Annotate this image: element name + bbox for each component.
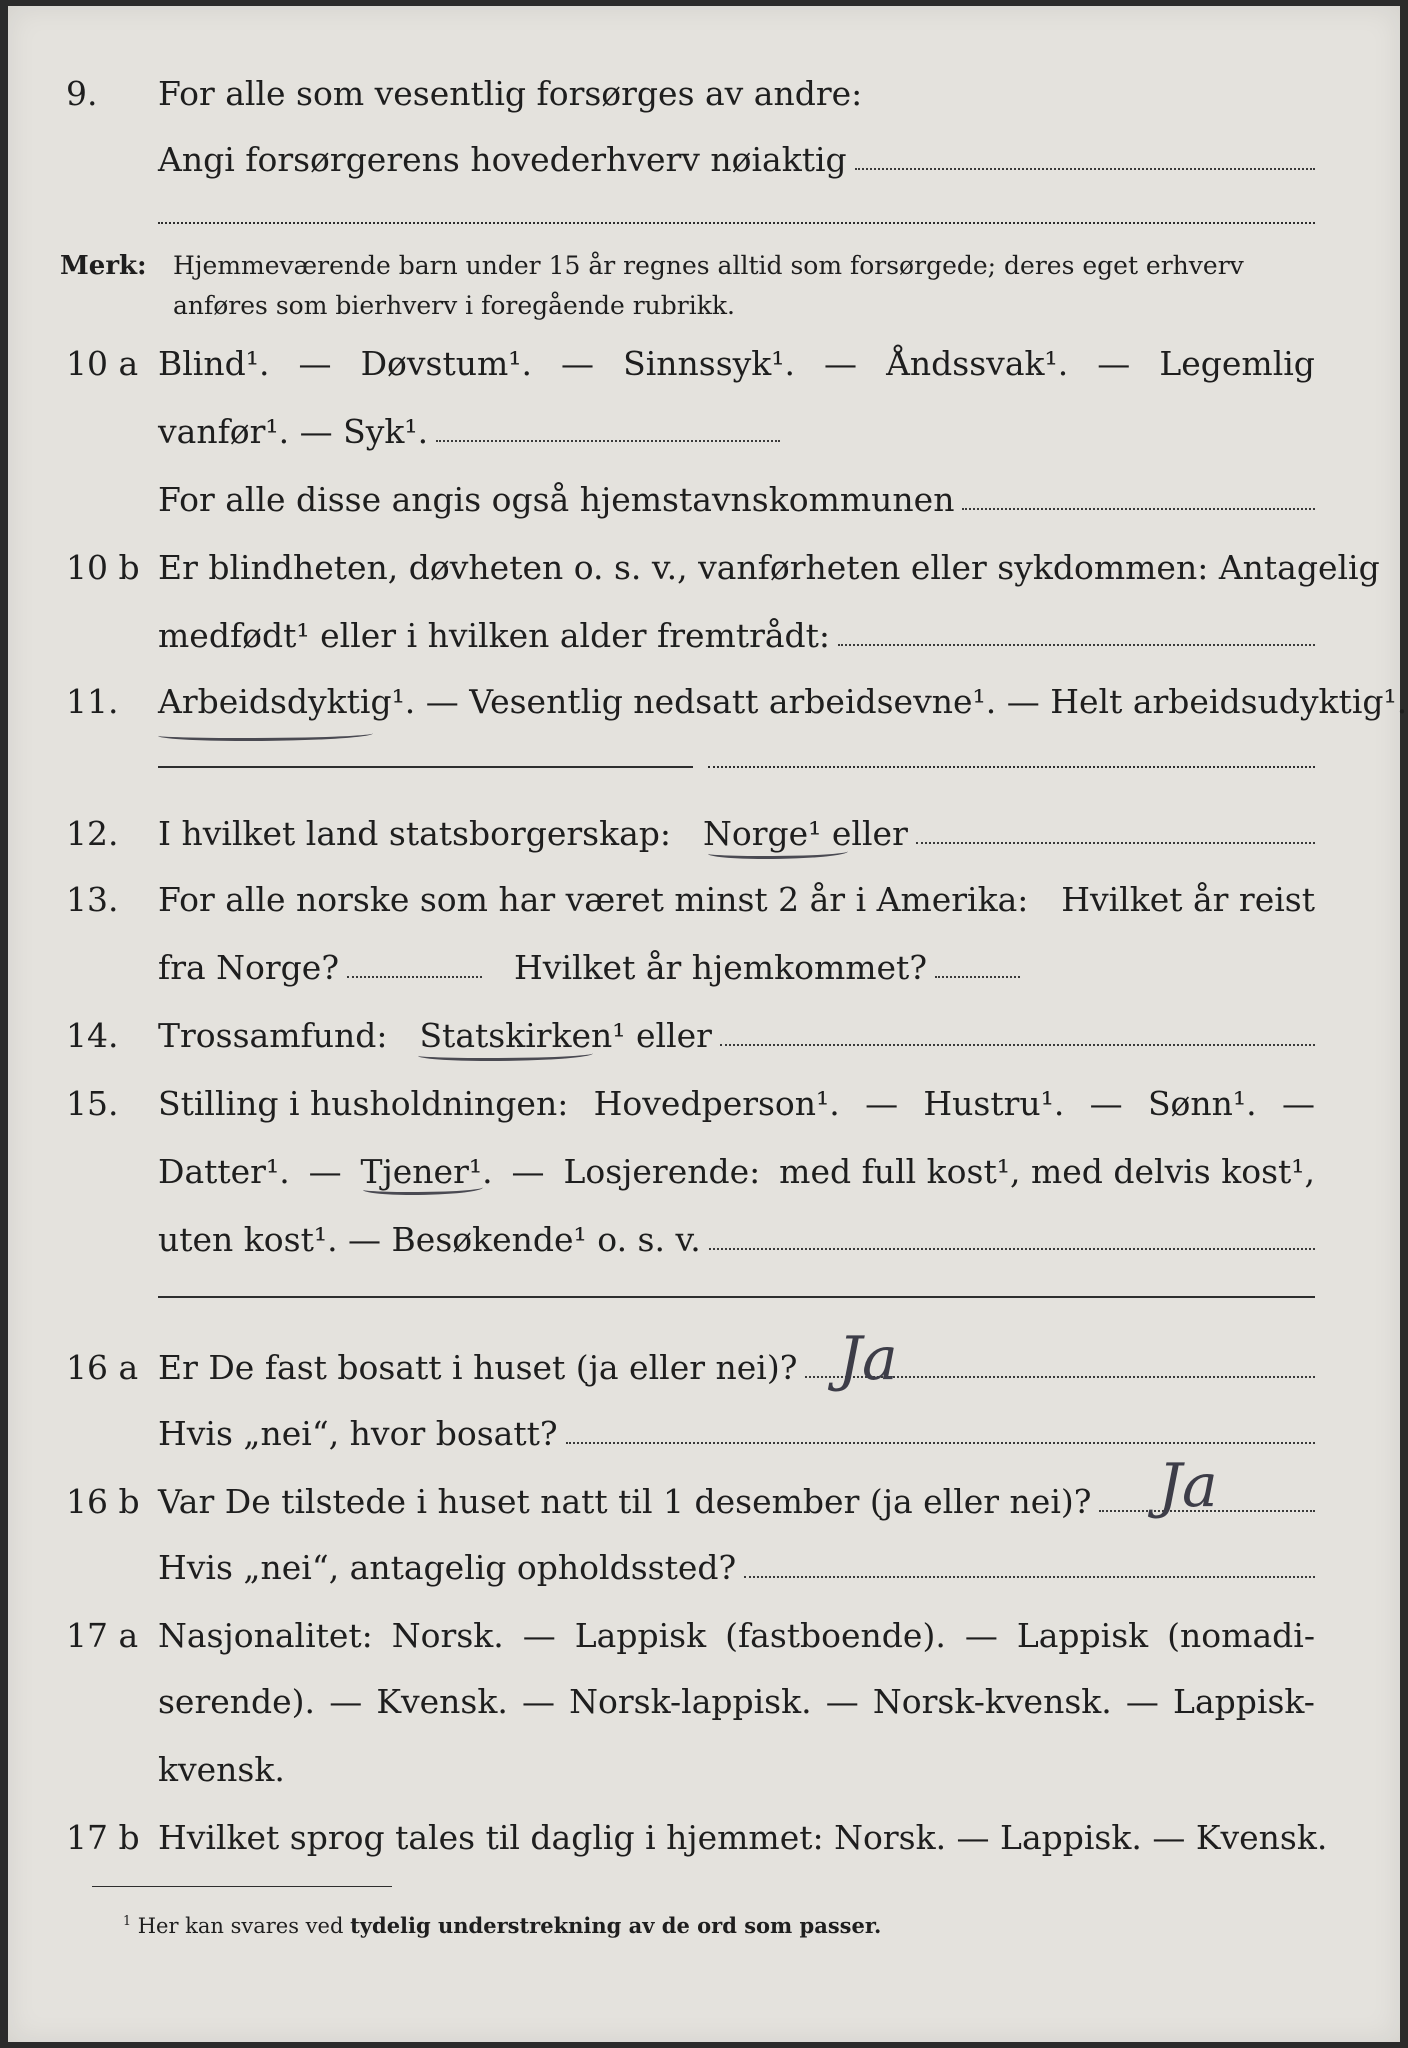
question-text: medfødt¹ eller i hvilken alder fremtrådt:: [158, 616, 831, 655]
question-option: —: [964, 1616, 998, 1655]
question-15-line-3: [8, 1212, 1400, 1268]
answer-field-dotted[interactable]: [566, 1442, 1315, 1444]
question-option: —: [1089, 1084, 1123, 1123]
handwritten-underline: [158, 728, 373, 741]
question-number: 13.: [66, 880, 119, 919]
question-17b-line-1: [8, 1810, 1400, 1866]
question-10a-line-3: [8, 472, 1400, 528]
question-text: Arbeidsdyktig¹. — Vesentlig nedsatt arbeidsevne¹. — Helt arbeidsudyktig¹.: [158, 682, 1408, 721]
question-option: Norsk-kvensk.: [872, 1682, 1112, 1721]
question-text: Er blindheten, døvheten o. s. v., vanførheten eller sykdommen: Antagelig: [158, 548, 1380, 587]
question-number: 11.: [66, 682, 119, 721]
question-option: —: [1097, 344, 1131, 383]
question-option: med full kost¹, med delvis kost¹,: [779, 1152, 1315, 1191]
question-text: kvensk.: [158, 1750, 285, 1789]
question-text: For alle disse angis også hjemstavnskommunen: [158, 480, 955, 519]
question-10b-line-1: [8, 540, 1400, 596]
question-option: —: [298, 344, 332, 383]
question-number: 17 b: [66, 1818, 140, 1857]
question-15-line-1: [8, 1076, 1400, 1132]
question-option: Sinnssyk¹.: [623, 344, 795, 383]
question-number: 17 a: [66, 1616, 139, 1655]
question-text: Hvis „nei“, antagelig opholdssted?: [158, 1548, 737, 1587]
note-label: Merk:: [60, 251, 147, 281]
question-text: [158, 1674, 1315, 1730]
question-10a-line-1: [8, 336, 1400, 392]
question-text: Trossamfund:: [158, 1016, 388, 1055]
question-option: —: [511, 1152, 545, 1191]
question-text: Hvilket år hjemkommet?: [514, 948, 928, 987]
question-text: uten kost¹. — Besøkende¹ o. s. v.: [158, 1220, 701, 1259]
question-number: 16 b: [66, 1482, 140, 1521]
question-option: Åndssvak¹.: [886, 344, 1069, 383]
question-option: Sønn¹.: [1147, 1084, 1257, 1123]
question-option: Kvensk.: [376, 1682, 508, 1721]
question-10a-line-2: [8, 404, 1400, 460]
question-11-line-1: [8, 674, 1408, 730]
question-text: [158, 1608, 1315, 1664]
question-17a-line-2: [8, 1674, 1400, 1730]
question-number: 12.: [66, 814, 119, 853]
question-option: —: [522, 1616, 556, 1655]
answer-field-dotted[interactable]: [709, 1248, 1315, 1250]
question-12-line-1: [8, 806, 1400, 862]
answer-line[interactable]: [158, 1296, 1315, 1298]
note-text: Hjemmeværende barn under 15 år regnes alltid som forsørgede; deres eget erhverv: [173, 251, 1244, 280]
question-number: 9.: [66, 74, 98, 113]
question-option: —: [329, 1682, 363, 1721]
question-option: Norsk-lappisk.: [569, 1682, 812, 1721]
footnote-mark: 1: [123, 1913, 132, 1928]
question-option: Norsk.: [391, 1616, 504, 1655]
question-text: [158, 1144, 1315, 1200]
handwritten-answer: Ja: [838, 1324, 898, 1394]
question-15-line-2: [8, 1144, 1400, 1200]
question-text: Er De fast bosatt i huset (ja eller nei)?: [158, 1348, 798, 1387]
question-option: Lappisk: [1016, 1616, 1149, 1655]
question-option: —: [1281, 1084, 1315, 1123]
question-9-line-1: [8, 66, 1400, 122]
question-option: Legemlig: [1159, 344, 1315, 383]
footnote-text-bold: tydelig understrekning av de ord som passer.: [350, 1913, 882, 1938]
question-text: [158, 1076, 1315, 1132]
question-17a-line-1: [8, 1608, 1400, 1664]
handwritten-answer: Ja: [1158, 1451, 1218, 1521]
question-option: Stilling i husholdningen:: [158, 1084, 569, 1123]
question-option: Hustru¹.: [923, 1084, 1065, 1123]
question-text: [158, 336, 1315, 392]
question-14-line-1: [8, 1008, 1400, 1064]
question-10b-line-2: [8, 608, 1400, 664]
answer-field-dotted[interactable]: [855, 168, 1315, 170]
question-option: —: [1125, 1682, 1159, 1721]
question-text: Var De tilstede i huset natt til 1 desember (ja eller nei)?: [158, 1482, 1092, 1521]
question-option: (fastboende).: [725, 1616, 946, 1655]
question-text: Angi forsørgerens hovederhverv nøiaktig: [158, 140, 847, 179]
footnote-text: Her kan svares ved: [137, 1914, 344, 1938]
question-text: vanfør¹. — Syk¹.: [158, 412, 429, 451]
question-option: Tjener¹.: [360, 1152, 493, 1191]
question-text: Hvilket sprog tales til daglig i hjemmet: Norsk. — Lappisk. — Kvensk.: [158, 1818, 1328, 1857]
question-option: Losjerende:: [563, 1152, 761, 1191]
answer-field-dotted[interactable]: [436, 440, 780, 442]
question-text: I hvilket land statsborgerskap:: [158, 814, 672, 853]
question-option: —: [561, 344, 595, 383]
question-option: Blind¹.: [158, 344, 270, 383]
answer-field-dotted[interactable]: [962, 508, 1315, 510]
question-text: Hvilket år reist: [1061, 880, 1315, 919]
question-9-line-2: [8, 132, 1400, 188]
question-number: 15.: [66, 1084, 119, 1123]
question-option: Datter¹.: [158, 1152, 290, 1191]
question-number: 14.: [66, 1016, 119, 1055]
answer-line[interactable]: [158, 222, 1315, 224]
question-number: 16 a: [66, 1348, 139, 1387]
question-16b-line-2: [8, 1540, 1400, 1596]
question-17a-line-3: [8, 1742, 1400, 1798]
census-form-page: [8, 6, 1408, 2042]
question-option: —: [825, 1682, 859, 1721]
question-text: For alle som vesentlig forsørges av andre:: [158, 74, 863, 113]
question-option: Lappisk-: [1173, 1682, 1315, 1721]
footnote-divider: [92, 1886, 392, 1887]
question-text: For alle norske som har været minst 2 år i Amerika:: [158, 880, 1029, 919]
question-option: —: [824, 344, 858, 383]
question-option: Nasjonalitet:: [158, 1616, 373, 1655]
answer-field-dotted[interactable]: [916, 842, 1315, 844]
question-16a-line-1: [8, 1340, 1400, 1396]
answer-line[interactable]: [158, 766, 693, 768]
note-line-2: [8, 286, 1400, 342]
question-option: —: [308, 1152, 342, 1191]
question-option: —: [521, 1682, 555, 1721]
answer-field-dotted[interactable]: [935, 976, 1020, 978]
question-number: 10 a: [66, 344, 139, 383]
question-option: —: [865, 1084, 899, 1123]
question-13-line-2: [8, 940, 1400, 996]
question-text: fra Norge?: [158, 948, 340, 987]
question-option: Norge¹ eller: [703, 814, 908, 853]
question-text: Hvis „nei“, hvor bosatt?: [158, 1414, 558, 1453]
answer-field-dotted[interactable]: [347, 976, 482, 978]
footnote: [123, 1911, 881, 1941]
answer-field-dotted[interactable]: [744, 1576, 1315, 1578]
answer-field-dotted[interactable]: [838, 644, 1315, 646]
question-option: Lappisk: [574, 1616, 707, 1655]
question-option: serende).: [158, 1682, 316, 1721]
question-13-line-1: [8, 872, 1400, 928]
question-option: Statskirken¹ eller: [419, 1016, 712, 1055]
question-option: (nomadi-: [1167, 1616, 1315, 1655]
note-text: anføres som bierhverv i foregående rubrikk.: [173, 291, 735, 320]
answer-line[interactable]: [708, 766, 1315, 768]
question-number: 10 b: [66, 548, 140, 587]
answer-field-dotted[interactable]: [720, 1044, 1315, 1046]
question-option: Døvstum¹.: [360, 344, 532, 383]
question-option: Hovedperson¹.: [593, 1084, 840, 1123]
